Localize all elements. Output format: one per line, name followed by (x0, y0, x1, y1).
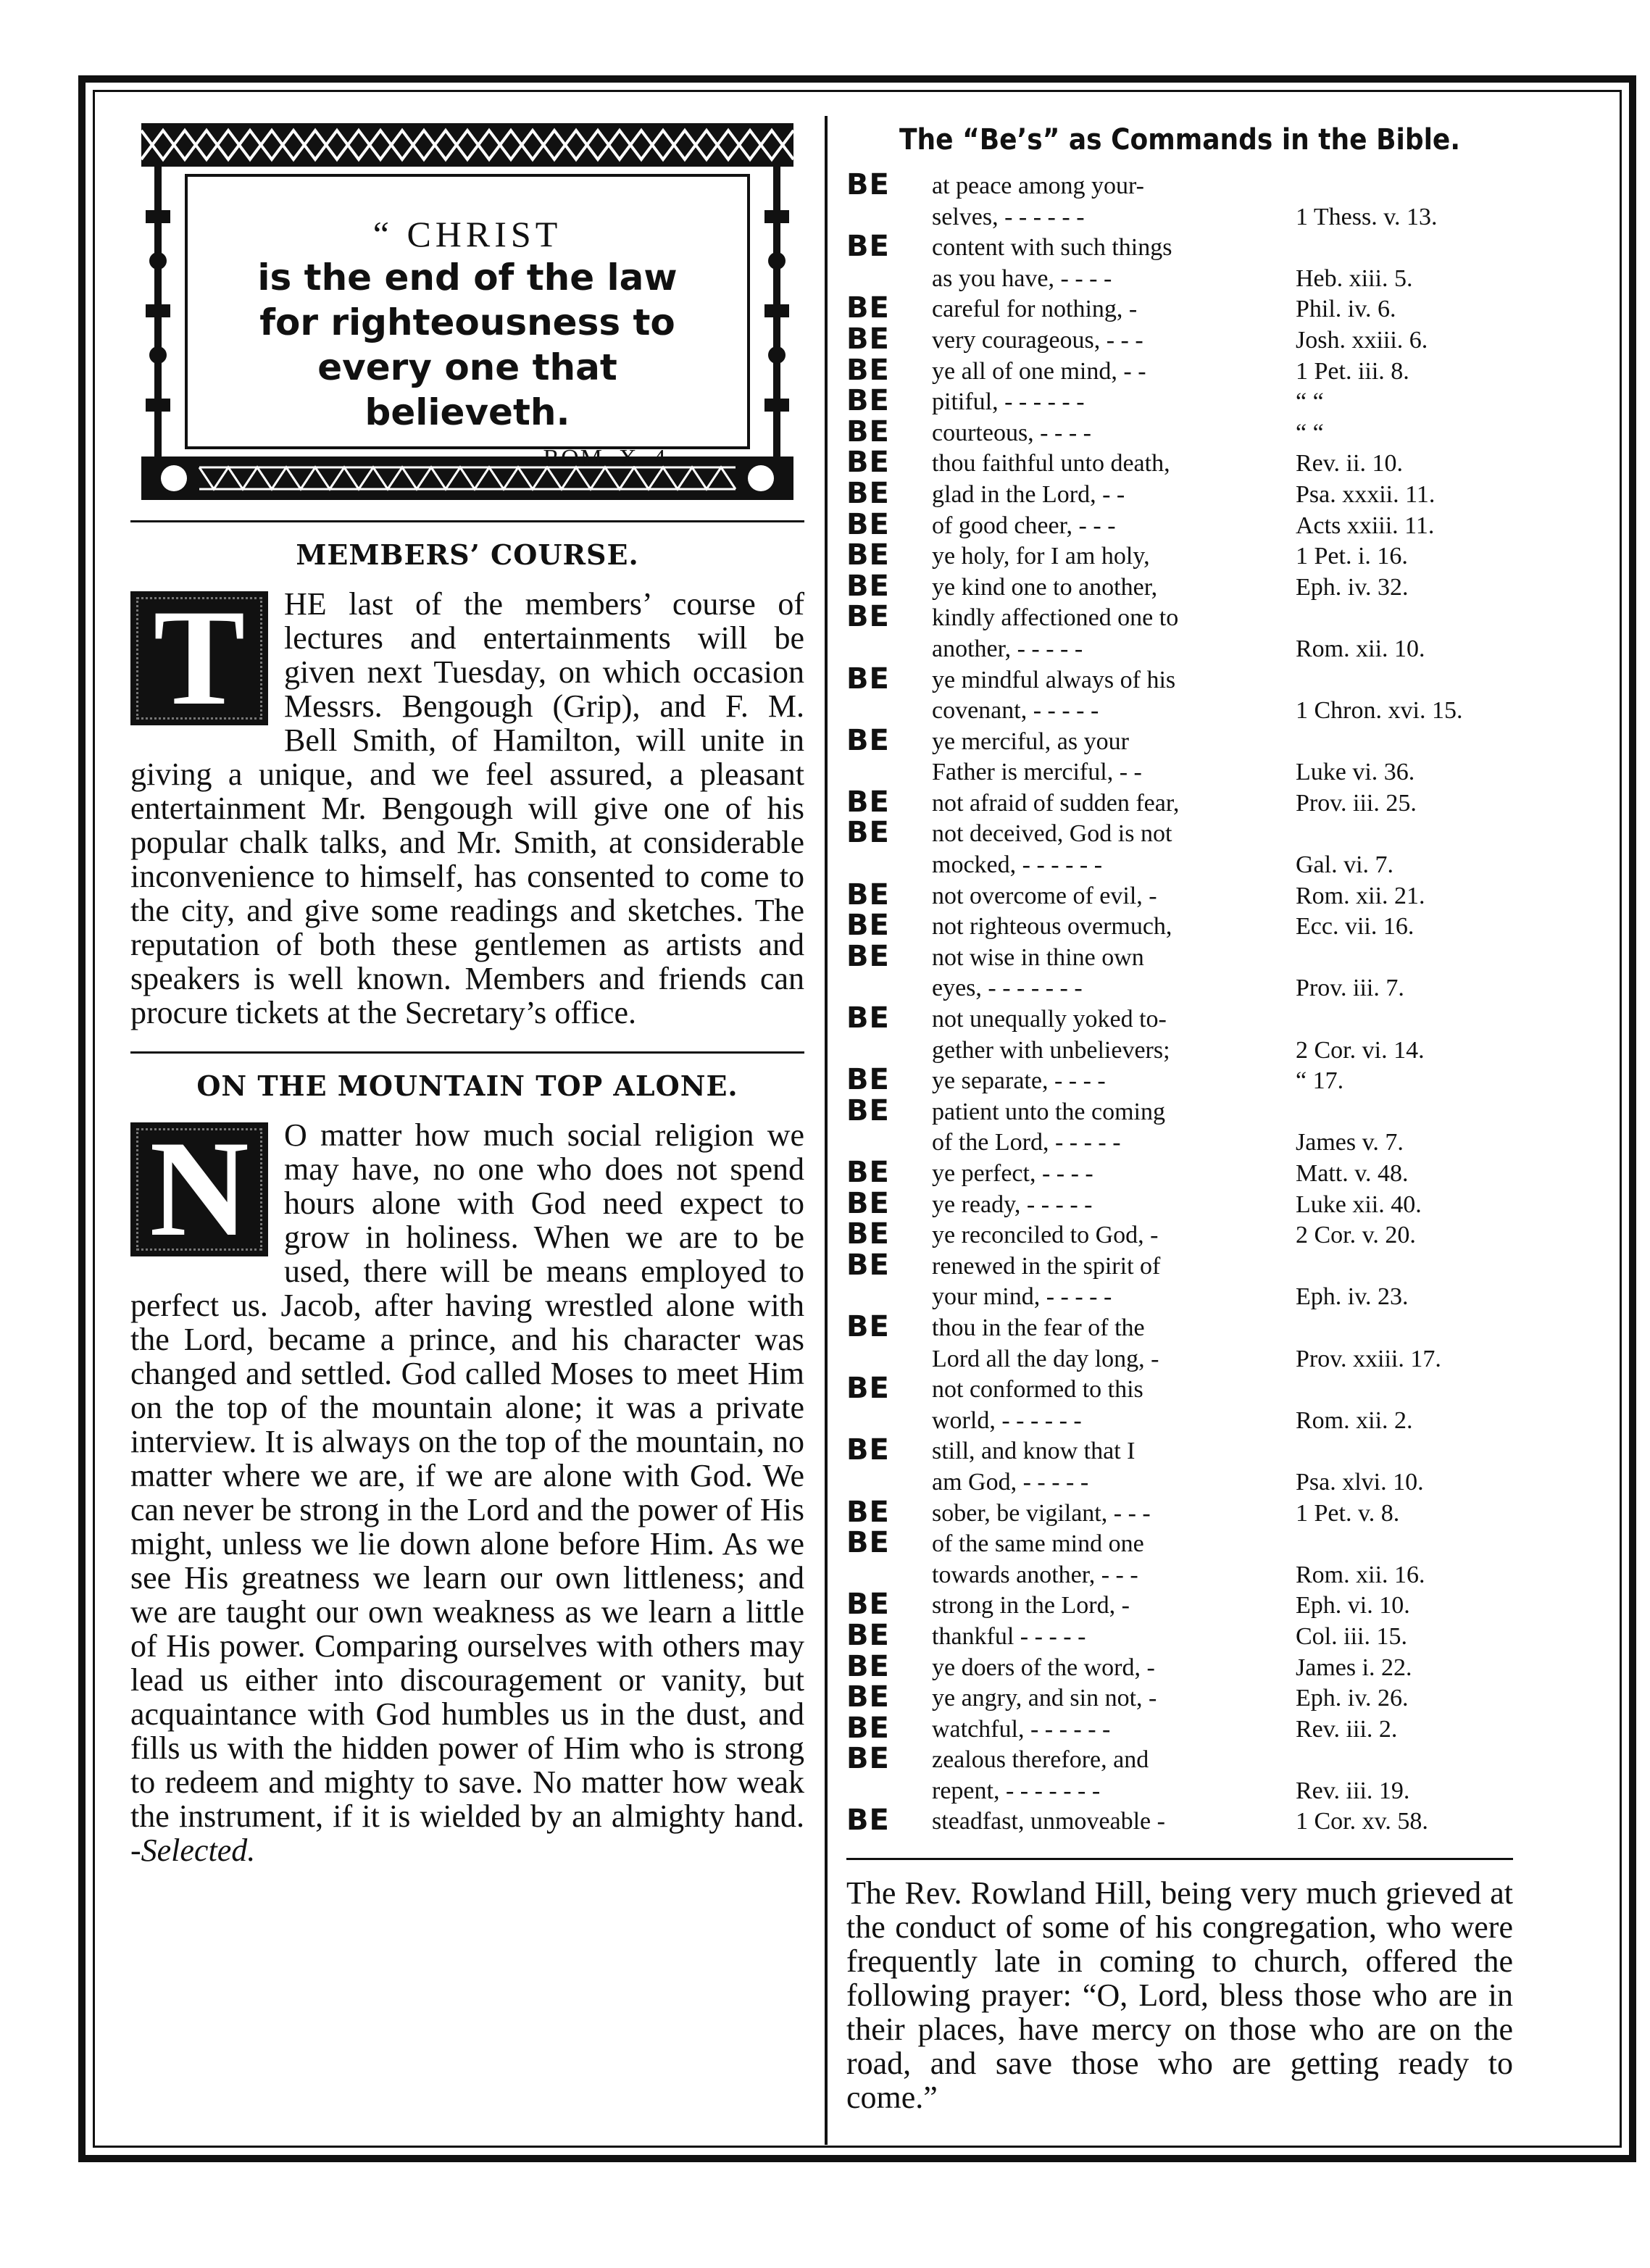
be-scripture-reference (1296, 1313, 1513, 1344)
be-entry (846, 1618, 1513, 1653)
be-word: BE (846, 1526, 890, 1560)
verse-line: for righteousness to (259, 301, 675, 343)
be-word: BE (846, 507, 890, 541)
rowland-hill-anecdote: The Rev. Rowland Hill, being very much grieved at the conduct of some of his congregation, who were frequently late in coming to church, offered the following prayer: “O, Lord, bless those who are in their places, have mercy on those who are on the road, and save those who are getting ready to come.” (846, 1875, 1513, 2116)
be-line (846, 909, 1513, 943)
be-word: BE (846, 1618, 890, 1652)
be-word: BE (846, 291, 890, 325)
be-entry (846, 1372, 1513, 1436)
be-entry (846, 1309, 1513, 1375)
section-divider (130, 520, 804, 522)
be-line (846, 202, 1513, 233)
be-line (846, 1806, 1513, 1838)
be-line (846, 973, 1513, 1004)
be-scripture-reference: Rev. iii. 19. (1296, 1777, 1410, 1804)
members-course-heading: MEMBERS’ COURSE. (296, 538, 639, 571)
be-scripture-reference: Luke vi. 36. (1296, 759, 1415, 786)
be-scripture-reference (1296, 665, 1513, 696)
be-line (846, 757, 1513, 788)
be-command-text: thankful - - - - - (932, 1622, 1086, 1650)
be-scripture-reference: James v. 7. (1296, 1129, 1404, 1156)
be-scripture-reference (1296, 819, 1513, 850)
be-line (846, 230, 1513, 264)
be-command-text: Father is merciful, - - (932, 759, 1142, 786)
be-command-text: ye ready, - - - - - (932, 1191, 1093, 1218)
be-entry (846, 1680, 1513, 1714)
be-scripture-reference: “ “ (1296, 388, 1324, 416)
be-entry (846, 569, 1513, 604)
be-command-text: courteous, - - - - (932, 419, 1091, 446)
be-scripture-reference: Psa. xlvi. 10. (1296, 1468, 1424, 1496)
be-command-text: gether with unbelievers; (932, 1036, 1170, 1064)
be-entry (846, 1217, 1513, 1251)
be-scripture-reference (1296, 1375, 1513, 1406)
be-scripture-reference (1296, 1745, 1513, 1776)
be-scripture-reference: Ecc. vii. 16. (1296, 913, 1414, 941)
be-entry (846, 168, 1513, 233)
be-word: BE (846, 476, 890, 510)
be-command-text: towards another, - - - (932, 1561, 1138, 1588)
be-entry (846, 291, 1513, 325)
be-commands-list (846, 168, 1513, 1838)
be-line (846, 414, 1513, 449)
be-scripture-reference: Eph. iv. 23. (1296, 1283, 1409, 1311)
be-command-text: glad in the Lord, - - (932, 480, 1125, 508)
be-scripture-reference (1296, 233, 1513, 264)
be-command-text: not righteous overmuch, (932, 913, 1172, 941)
verse-reference: ROM. X. 4. (543, 445, 675, 472)
be-command-text: eyes, - - - - - - - (932, 975, 1083, 1002)
be-command-text: not deceived, God is not (932, 820, 1172, 848)
be-word: BE (846, 1649, 890, 1683)
be-entry (846, 1248, 1513, 1313)
ornament-band-top (141, 123, 793, 167)
be-word: BE (846, 1186, 890, 1220)
be-command-text: as you have, - - - - (932, 264, 1112, 292)
be-entry (846, 600, 1513, 664)
be-word: BE (846, 1588, 890, 1622)
be-line (846, 1344, 1513, 1375)
be-command-text: watchful, - - - - - - (932, 1715, 1111, 1743)
be-entry (846, 1806, 1513, 1838)
be-word: BE (846, 785, 890, 819)
be-command-text: thou in the fear of the (932, 1314, 1145, 1341)
be-command-text: your mind, - - - - - (932, 1283, 1112, 1311)
attribution: -Selected. (130, 1833, 256, 1868)
be-word: BE (846, 569, 890, 603)
be-entry (846, 538, 1513, 572)
be-scripture-reference: Rom. xii. 2. (1296, 1406, 1413, 1434)
ornament-column-right (760, 167, 793, 456)
be-line (846, 1742, 1513, 1776)
be-scripture-reference: 2 Cor. v. 20. (1296, 1222, 1416, 1249)
be-command-text: not wise in thine own (932, 943, 1144, 971)
be-scripture-reference: Rom. xii. 21. (1296, 882, 1425, 909)
be-word: BE (846, 1063, 890, 1097)
be-word: BE (846, 353, 890, 387)
be-command-text: ye kind one to another, (932, 573, 1158, 601)
be-scripture-reference: Prov. xxiii. 17. (1296, 1345, 1441, 1372)
be-command-text: of the same mind one (932, 1530, 1144, 1558)
be-word: BE (846, 1309, 890, 1343)
dropcap-n (130, 1113, 268, 1265)
be-word: BE (846, 939, 890, 973)
be-word: BE (846, 384, 890, 418)
be-entry (846, 1001, 1513, 1066)
be-command-text: selves, - - - - - - (932, 203, 1085, 230)
be-word: BE (846, 662, 890, 696)
be-command-text: not afraid of sudden fear, (932, 789, 1180, 817)
be-command-text: ye merciful, as your (932, 727, 1129, 755)
be-word: BE (846, 1433, 890, 1467)
be-line (846, 476, 1513, 511)
be-command-text: at peace among your- (932, 172, 1144, 199)
be-line (846, 1526, 1513, 1560)
be-line (846, 1156, 1513, 1190)
verse-title: “ CHRIST (372, 214, 562, 254)
be-line (846, 1649, 1513, 1684)
be-entry (846, 230, 1513, 294)
mountain-top-text: O matter how much social religion we may have, no one who does not spend hours alone with God need expect to grow in holiness. When we are to be used, there will be means employed to perfect us. Jacob, after having wrestled alone with the Lord, became a prince, and his character was changed and settled. God called Moses to meet Him on the top of the mountain alone; it was a private interview. It is always on the top of the mountain, no matter where we are, if we are alone with God. We can never be strong in the Lord and the power of His might, unless we lie down alone before Him. As we see His greatness we learn our own littleness; and we are taught our own weakness as we learn a little of His power. Comparing ourselves with others may lead us either into discouragement or vanity, but acquaintance with God humbles us in the dust, and fills us with the hidden power of Him who is strong to redeem and mighty to save. No matter how weak the instrument, if it is wielded by an almighty hand. (130, 1117, 804, 1834)
be-line (846, 1618, 1513, 1653)
be-line (846, 322, 1513, 357)
dropcap-letter: T (153, 582, 246, 734)
be-scripture-reference: 2 Cor. vi. 14. (1296, 1036, 1425, 1064)
be-line (846, 816, 1513, 850)
be-command-text: still, and know that I (932, 1438, 1136, 1465)
be-line (846, 1217, 1513, 1251)
ornament-column-left (141, 167, 175, 456)
members-course-article (130, 582, 804, 1030)
be-commands-title: The “Be’s” as Commands in the Bible. (899, 123, 1460, 157)
be-word: BE (846, 1804, 890, 1838)
be-command-text: zealous therefore, and (932, 1746, 1149, 1774)
be-line (846, 291, 1513, 325)
be-line (846, 1776, 1513, 1807)
mountain-top-heading: ON THE MOUNTAIN TOP ALONE. (196, 1070, 738, 1102)
be-entry (846, 322, 1513, 357)
be-scripture-reference: 1 Chron. xvi. 15. (1296, 697, 1463, 725)
be-entry (846, 446, 1513, 480)
right-column (846, 123, 1513, 2114)
be-command-text: world, - - - - - - (932, 1406, 1082, 1434)
be-entry (846, 662, 1513, 727)
be-line (846, 168, 1513, 202)
verse-line: every one that believeth. (317, 346, 617, 433)
be-scripture-reference (1296, 603, 1513, 634)
be-word: BE (846, 1711, 890, 1745)
be-line (846, 1372, 1513, 1406)
be-line (846, 1035, 1513, 1067)
be-command-text: careful for nothing, - (932, 296, 1138, 323)
be-scripture-reference: Prov. iii. 25. (1296, 789, 1417, 817)
be-word: BE (846, 1495, 890, 1529)
be-line (846, 1001, 1513, 1035)
be-entry (846, 939, 1513, 1004)
be-word: BE (846, 1742, 890, 1776)
be-word: BE (846, 1217, 890, 1251)
be-word: BE (846, 816, 890, 850)
be-line (846, 1711, 1513, 1746)
be-entry (846, 1063, 1513, 1097)
be-entry (846, 507, 1513, 542)
be-scripture-reference: Rev. iii. 2. (1296, 1715, 1398, 1743)
be-scripture-reference (1296, 1097, 1513, 1128)
be-command-text: ye doers of the word, - (932, 1654, 1155, 1681)
be-entry (846, 1156, 1513, 1190)
be-command-text: Lord all the day long, - (932, 1345, 1159, 1372)
be-command-text: very courageous, - - - (932, 326, 1143, 354)
section-divider (130, 1051, 804, 1054)
be-line (846, 507, 1513, 542)
be-word: BE (846, 538, 890, 572)
be-scripture-reference: Eph. vi. 10. (1296, 1592, 1410, 1619)
be-line (846, 662, 1513, 696)
verse-panel (185, 174, 750, 472)
be-line (846, 353, 1513, 388)
be-command-text: kindly affectioned one to (932, 604, 1179, 632)
be-command-text: repent, - - - - - - - (932, 1777, 1101, 1804)
be-scripture-reference: Rev. ii. 10. (1296, 450, 1403, 478)
be-scripture-reference: Heb. xiii. 5. (1296, 264, 1413, 292)
be-command-text: of the Lord, - - - - - (932, 1129, 1121, 1156)
be-entry (846, 1742, 1513, 1806)
be-command-text: steadfast, unmoveable - (932, 1808, 1165, 1835)
be-command-text: ye all of one mind, - - (932, 357, 1146, 385)
be-line (846, 939, 1513, 974)
be-line (846, 538, 1513, 572)
be-word: BE (846, 600, 890, 634)
be-entry (846, 1526, 1513, 1590)
be-scripture-reference: Eph. iv. 32. (1296, 573, 1409, 601)
be-line (846, 1680, 1513, 1714)
be-line (846, 877, 1513, 912)
be-scripture-reference (1296, 943, 1513, 974)
be-entry (846, 877, 1513, 912)
be-command-text: sober, be vigilant, - - - (932, 1499, 1151, 1527)
be-entry (846, 1093, 1513, 1159)
be-line (846, 1406, 1513, 1437)
be-line (846, 1248, 1513, 1283)
be-command-text: strong in the Lord, - (932, 1592, 1130, 1619)
be-scripture-reference: 1 Pet. iii. 8. (1296, 357, 1409, 385)
be-command-text: ye perfect, - - - - (932, 1160, 1093, 1187)
be-command-text: thou faithful unto death, (932, 450, 1170, 478)
be-scripture-reference: Psa. xxxii. 11. (1296, 480, 1436, 508)
be-word: BE (846, 723, 890, 757)
be-scripture-reference (1296, 727, 1513, 758)
dropcap-letter: N (149, 1113, 249, 1265)
be-entry (846, 353, 1513, 388)
be-line (846, 1093, 1513, 1128)
be-scripture-reference (1296, 1004, 1513, 1035)
dropcap-t (130, 582, 268, 734)
be-line (846, 785, 1513, 820)
be-command-text: of good cheer, - - - (932, 512, 1116, 539)
be-entry (846, 384, 1513, 418)
be-word: BE (846, 446, 890, 480)
be-command-text: ye angry, and sin not, - (932, 1685, 1157, 1712)
be-command-text: ye reconciled to God, - (932, 1222, 1159, 1249)
be-line (846, 1590, 1513, 1622)
be-command-text: renewed in the spirit of (932, 1252, 1161, 1280)
be-command-text: ye separate, - - - - (932, 1067, 1106, 1095)
be-entry (846, 785, 1513, 820)
be-scripture-reference: “ “ (1296, 419, 1324, 446)
be-command-text: not unequally yoked to- (932, 1006, 1167, 1033)
be-scripture-reference: 1 Pet. v. 8. (1296, 1499, 1400, 1527)
be-word: BE (846, 230, 890, 264)
be-line (846, 1560, 1513, 1591)
be-word: BE (846, 1156, 890, 1189)
verse-ornament-box (141, 123, 793, 500)
be-scripture-reference: Rom. xii. 16. (1296, 1561, 1425, 1588)
be-command-text: another, - - - - - (932, 635, 1083, 662)
be-line (846, 1063, 1513, 1097)
be-scripture-reference: Luke xii. 40. (1296, 1191, 1422, 1218)
be-command-text: ye holy, for I am holy, (932, 543, 1150, 570)
be-entry (846, 723, 1513, 788)
be-scripture-reference: James i. 22. (1296, 1654, 1412, 1681)
be-scripture-reference (1296, 1251, 1513, 1283)
be-scripture-reference: Phil. iv. 6. (1296, 296, 1396, 323)
be-entry (846, 1186, 1513, 1221)
be-command-text: ye mindful always of his (932, 666, 1176, 693)
be-line (846, 1495, 1513, 1530)
be-word: BE (846, 1372, 890, 1406)
be-command-text: not conformed to this (932, 1376, 1143, 1404)
be-line (846, 264, 1513, 295)
be-scripture-reference (1296, 171, 1513, 202)
be-command-text: not overcome of evil, - (932, 882, 1157, 909)
be-word: BE (846, 1248, 890, 1282)
be-scripture-reference: Gal. vi. 7. (1296, 851, 1394, 879)
be-scripture-reference (1296, 1529, 1513, 1560)
be-entry (846, 1711, 1513, 1746)
section-divider (846, 1858, 1513, 1860)
be-command-text: pitiful, - - - - - - (932, 388, 1085, 416)
be-word: BE (846, 1001, 890, 1035)
be-line (846, 446, 1513, 480)
be-scripture-reference: 1 Cor. xv. 58. (1296, 1808, 1428, 1835)
be-scripture-reference: Prov. iii. 7. (1296, 975, 1404, 1002)
be-word: BE (846, 168, 890, 201)
be-scripture-reference: 1 Pet. i. 16. (1296, 543, 1408, 570)
be-line (846, 600, 1513, 634)
be-command-text: content with such things (932, 234, 1172, 262)
be-scripture-reference: Rom. xii. 10. (1296, 635, 1425, 662)
be-line (846, 1309, 1513, 1344)
be-scripture-reference: 1 Thess. v. 13. (1296, 203, 1438, 230)
be-word: BE (846, 414, 890, 449)
be-scripture-reference: Acts xxiii. 11. (1296, 512, 1435, 539)
be-entry (846, 816, 1513, 880)
be-entry (846, 909, 1513, 943)
be-line (846, 384, 1513, 418)
be-line (846, 723, 1513, 758)
members-course-text: HE last of the members’ course of lectures and entertainments will be given next Tuesday, on which occasion Messrs. Bengough (Grip), and F. M. Bell Smith, of Hamilton, will unite in giving a unique, and we feel assured, a pleasant entertainment Mr. Bengough will give one of his popular chalk talks, and Mr. Smith, at considerable inconvenience to himself, has consented to come to the city, and give some readings and sketches. The reputation of both these gentlemen as artists and speakers is well known. Members and friends can procure tickets at the Secretary’s office. (130, 586, 804, 1030)
be-scripture-reference: Josh. xxiii. 6. (1296, 326, 1428, 354)
be-line (846, 569, 1513, 604)
be-word: BE (846, 909, 890, 943)
be-entry (846, 1495, 1513, 1530)
be-command-text: am God, - - - - - (932, 1468, 1089, 1496)
left-column (130, 123, 804, 1867)
be-entry (846, 414, 1513, 449)
be-line (846, 1282, 1513, 1313)
be-command-text: covenant, - - - - - (932, 697, 1099, 725)
column-divider (825, 116, 828, 2145)
be-word: BE (846, 322, 890, 356)
be-command-text: patient unto the coming (932, 1098, 1165, 1125)
be-word: BE (846, 877, 890, 912)
be-word: BE (846, 1093, 890, 1127)
be-scripture-reference: Eph. iv. 26. (1296, 1685, 1409, 1712)
be-entry (846, 1649, 1513, 1684)
be-entry (846, 476, 1513, 511)
be-entry (846, 1590, 1513, 1622)
be-line (846, 1433, 1513, 1467)
be-line (846, 850, 1513, 881)
be-line (846, 634, 1513, 665)
be-command-text: mocked, - - - - - - (932, 851, 1103, 879)
verse-line: is the end of the law (257, 257, 678, 299)
mountain-top-article (130, 1113, 804, 1868)
be-line (846, 1127, 1513, 1159)
be-line (846, 1467, 1513, 1498)
be-scripture-reference: “ 17. (1296, 1067, 1344, 1095)
be-word: BE (846, 1680, 890, 1714)
be-scripture-reference (1296, 1436, 1513, 1467)
be-scripture-reference: Matt. v. 48. (1296, 1160, 1409, 1187)
be-entry (846, 1433, 1513, 1498)
be-scripture-reference: Col. iii. 15. (1296, 1622, 1407, 1650)
be-line (846, 1186, 1513, 1221)
be-line (846, 696, 1513, 727)
